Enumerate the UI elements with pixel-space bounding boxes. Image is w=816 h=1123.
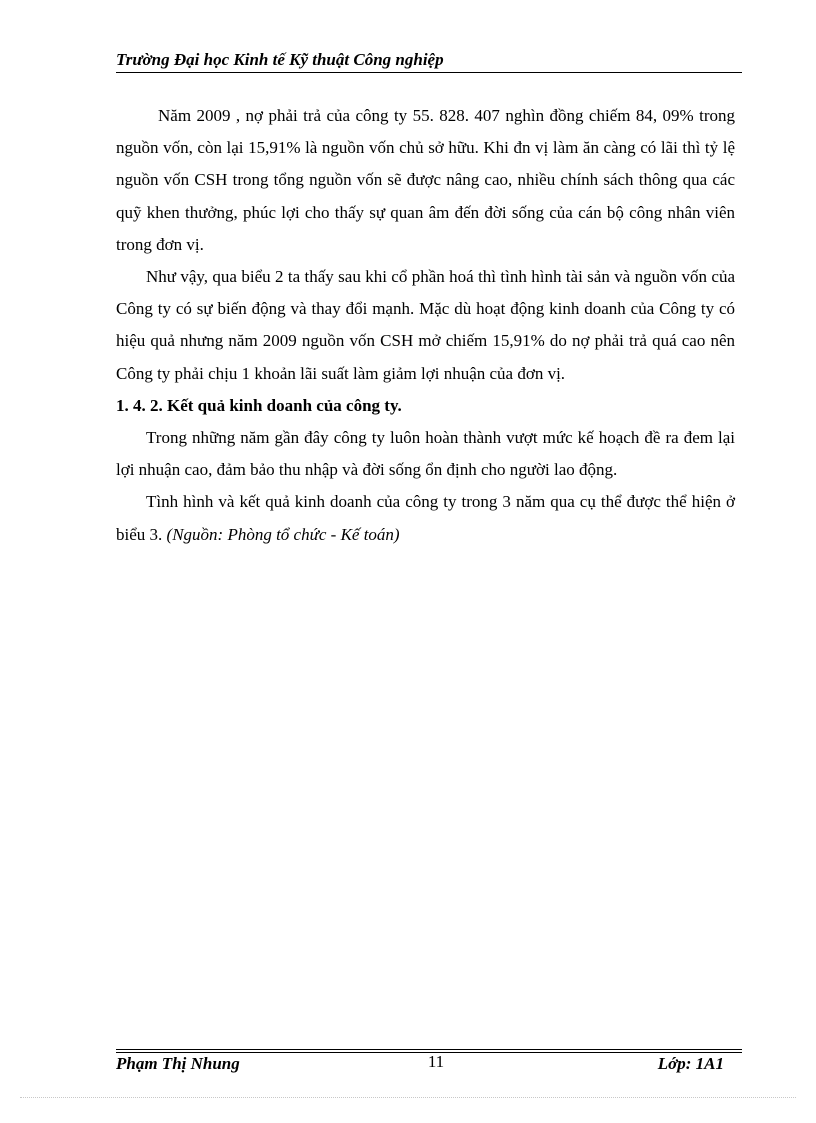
- section-heading: 1. 4. 2. Kết quả kinh doanh của công ty.: [116, 395, 402, 415]
- footer-class: Lớp: 1A1: [657, 1054, 724, 1073]
- paragraph-capital-change: Như vậy, qua biểu 2 ta thấy sau khi cổ phần hoá thì tình hình tài sản và nguồn vốn của Công ty có sự biến động và thay đổi mạnh. Mặc dù hoạt động kinh doanh của Công ty có hiệu quả nhưng năm 2009 nguồn vốn CSH mở chiếm 15,91% do nợ phải trả quá cao nên Công ty phải chịu 1 khoản lãi suất làm giảm lợi nhuận của đơn vị.: [116, 267, 735, 383]
- page-header-title: Trường Đại học Kinh tế Kỹ thuật Công nghiệp: [116, 50, 444, 69]
- page-number: 11: [427, 1052, 445, 1071]
- header-divider: [116, 72, 742, 73]
- table-reference-text: Tình hình và kết quả kinh doanh của công ty trong 3 năm qua cụ thể được thể hiện ở biểu 3.: [116, 492, 735, 544]
- paragraph-debt-ratio: Năm 2009 , nợ phải trả của công ty 55. 828. 407 nghìn đồng chiếm 84, 09% trong nguồn vốn, còn lại 15,91% là nguồn vốn chủ sở hữu. Khi đn vị làm ăn càng có lãi thì tỷ lệ nguồn vốn CSH trong tổng nguồn vốn sẽ được nâng cao, nhiều chính sách thông qua các quỹ khen thưởng, phúc lợi cho thấy sự quan âm đến đời sống của cán bộ công nhân viên trong đơn vị.: [116, 106, 735, 254]
- footer-divider-top: [116, 1049, 742, 1050]
- footer-author: Phạm Thị Nhung: [116, 1054, 240, 1073]
- source-note: (Nguồn: Phòng tổ chức - Kế toán): [166, 524, 400, 544]
- page-edge-dotted-line: [20, 1097, 796, 1098]
- paragraph-table-reference: [116, 486, 735, 550]
- paragraph-business-results: Trong những năm gần đây công ty luôn hoàn thành vượt mức kế hoạch đề ra đem lại lợi nhuận cao, đảm bảo thu nhập và đời sống ổn định cho người lao động.: [116, 428, 735, 480]
- document-body: [116, 100, 735, 551]
